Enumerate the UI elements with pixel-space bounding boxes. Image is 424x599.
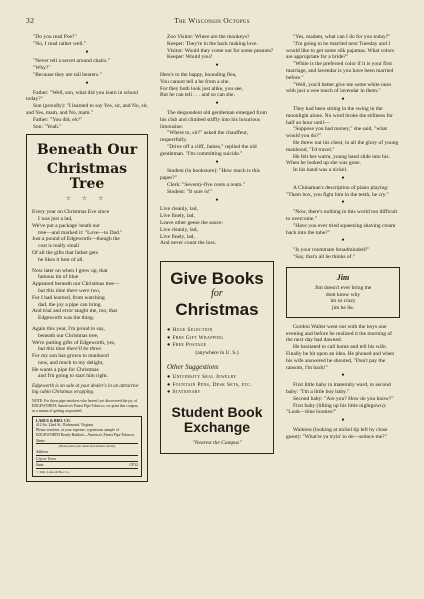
- joke-line: Keeper: They're in the back making love.: [167, 40, 258, 47]
- page-number: 32: [26, 16, 35, 25]
- poem-line: We've put a package 'neath our: [32, 222, 100, 229]
- joke-line: "Never tell a secret around chairs.": [33, 58, 110, 65]
- ad-headline-christmas: Christmas: [175, 300, 259, 320]
- joke-line: Son: "Yeah.": [33, 123, 62, 130]
- joke-line: He felt her warm, young hand slide into his. When he looked up she was gone.: [286, 153, 390, 167]
- jim-box: [286, 267, 400, 318]
- joke-line: "Suppose you had money," she said, "what would you do?": [286, 126, 388, 140]
- joke-line: Clerk: "Seventy-five cents a ream.": [167, 181, 245, 188]
- coupon-company: LARUS & BRO. CO.: [36, 418, 71, 423]
- poem-line: but this time there'll be three.: [38, 346, 103, 353]
- joke-line: Zoo Visitor: Where are the monkeys?: [167, 34, 250, 40]
- verse-line: But he can tell . . . and so can she.: [160, 92, 235, 99]
- poem-stanza: [32, 268, 142, 322]
- other-suggestions-title: Other Suggestions: [167, 363, 219, 372]
- joke-line: "Do you read Poe?": [33, 34, 77, 40]
- poem-line: Of all the gifts that father gets: [32, 249, 98, 256]
- separator-dot: ●: [341, 238, 345, 244]
- jim-line: im so crazy: [330, 298, 356, 305]
- poem-line: For my son has grown to manhood: [32, 353, 109, 360]
- poem-line: he likes it best of all.: [38, 256, 84, 263]
- column-middle: [160, 34, 274, 454]
- joke-line: "Yes, madam, what can I do for you today?": [293, 34, 391, 40]
- city-field[interactable]: City or Town: [36, 457, 138, 463]
- poem-line: And trial and error taught me, too, that: [32, 308, 118, 315]
- joke-line: The despondent old gentleman emerged from his club and climbed stiffly into his luxurious limousine.: [160, 109, 267, 130]
- postage-note: (anywhere in U. S.): [195, 349, 239, 356]
- ad-headline: Give Books: [170, 269, 264, 289]
- poem-line: He wants a pipe for Christmas: [32, 366, 99, 373]
- verse-line: Live finely, lad,: [160, 233, 195, 240]
- name-field[interactable]: Name: [36, 439, 138, 445]
- poem-line: but this time there were two,: [38, 287, 101, 294]
- poem-line: Appeared beneath our Christmas tree—: [32, 281, 120, 288]
- bookstore-ad: [160, 261, 274, 454]
- verse-line: Live cleanly, lad,: [160, 206, 198, 213]
- poem-line: Just a pound of Edgeworth—though the: [32, 236, 120, 243]
- store-name-line2: Exchange: [183, 418, 251, 435]
- store-slogan: "Nearest the Campus": [192, 439, 242, 446]
- joke-line: Visitor: Would they come out for some peanuts?: [167, 47, 274, 54]
- joke-line: Son (proudly): "I learned to say Yes, sir, and No, sir, and Yes, mam, and No, mam.": [26, 103, 149, 116]
- coupon-code: CP12: [129, 463, 138, 468]
- joke-line: "I'm going to be married next Tuesday and I would like to get some silk pajamas. What colors are appropriate for a bride?": [286, 40, 395, 61]
- verse-line: You cannot tell a he from a she.: [160, 78, 230, 85]
- joke-line: They had been sitting in the swing in the moonlight alone. No word broke the stillness for half an hour until—: [286, 105, 393, 126]
- poem-line: and I'm going to start him right.: [38, 373, 108, 380]
- verse-line: And never count the loss.: [160, 240, 217, 247]
- separator-dot: ●: [341, 200, 345, 206]
- joke-line: "Drive off a cliff, James," replied the old gentleman. "I'm committing suicide.": [160, 143, 257, 157]
- separator-dot: ●: [215, 159, 219, 165]
- ad-feature: ● Free Gift Wrapping: [167, 334, 224, 341]
- poem-line: For I had learned, from watching: [32, 294, 105, 301]
- ad-title-line2: Christmas Tree: [46, 161, 128, 193]
- joke-line: "Have you ever tried squeezing shaving cream back into the tube?": [286, 222, 396, 236]
- poem-line: famous tin of blue: [38, 274, 79, 281]
- jokes-top: [26, 34, 148, 130]
- column-right: [286, 34, 400, 441]
- edgeworth-ad: [26, 134, 148, 482]
- joke-line: Father: "You did, eh?": [33, 116, 83, 123]
- separator-dot: ●: [85, 80, 89, 86]
- joke-line: "Say, that's all he thinks of.": [293, 253, 356, 260]
- verse-line: Live finely, lad,: [160, 213, 195, 220]
- joke-line: "Is your roommate broadminded?": [293, 247, 370, 254]
- joke-line: He hesitated to call home and tell his wife. Finally he hit upon an idea. He phoned and when his wife answered he shouted, "Don't pay the ransom, I'm back!": [286, 344, 395, 371]
- jim-line: dont know why: [325, 291, 361, 298]
- poem-line: I was just a lad,: [38, 215, 73, 222]
- ad-headline-for: for: [211, 288, 223, 300]
- ad-feature: ● Free Postage: [167, 342, 207, 349]
- state-field[interactable]: State CP12: [36, 463, 138, 468]
- poem-line: We're putting gifts of Edgeworth, yes,: [32, 339, 116, 346]
- poem-line: Every year on Christmas Eve since: [32, 209, 110, 216]
- coupon: [32, 416, 142, 478]
- suggestion: ● Stationary: [167, 389, 201, 396]
- suggestion: ● University Seal Jewelry: [167, 374, 237, 381]
- store-name-line1: Student Book: [171, 403, 263, 420]
- verse-line: Leave other geese the sauce:: [160, 219, 223, 226]
- joke-line: Second baby: "Are you? How do you know?": [293, 395, 394, 402]
- poem-line: Edgeworth was the thing.: [38, 315, 95, 322]
- address-field[interactable]: Address: [36, 450, 138, 456]
- joke-line: Waitress (looking at nickel tip left by close guest): "What're ya tryin' to do—seduce me?": [286, 427, 388, 440]
- stars-ornament: ☆ ☆ ☆: [65, 196, 109, 203]
- poem-stanza: [32, 209, 142, 263]
- joke-line: In his hand was a nickel.: [293, 167, 348, 174]
- ad-feature: ● Huge Selection: [167, 327, 213, 334]
- poem-line: dad, the joy a pipe can bring.: [38, 301, 102, 308]
- coupon-copyright: © 1941, Larus & Bro. Co.: [36, 469, 70, 474]
- ad-title-line1: Beneath Our: [36, 142, 138, 159]
- joke-line: "Because they are tail bearers.": [33, 71, 102, 78]
- joke-line: "Now, there's nothing in this world too difficult to overcome.": [286, 209, 398, 222]
- poem-line: Now later on when I grew up, that: [32, 267, 108, 274]
- joke-line: "Why?": [33, 65, 51, 72]
- joke-line: "Where to, sir?" asked the chauffeur, respectfully.: [160, 130, 248, 144]
- joke-line: "No, I read rather well.": [33, 40, 87, 47]
- poem-stanza: [32, 326, 142, 380]
- coupon-address: 412 So. 22nd St., Richmond, Virginia: [36, 423, 94, 428]
- poem-line: tree—and marked it: "Love—to Dad.": [38, 229, 123, 236]
- poem-line: beneath our Christmas tree,: [38, 332, 99, 339]
- joke-line: A Chinaman's description of piano playing: "Them box, you fight him in the teeth, he cry.": [286, 184, 389, 198]
- joke-line: "Well, you'd better give me some white ones with just a wee touch of lavendar in them.": [286, 81, 392, 95]
- joke-line: Student: "It sure is!": [167, 188, 212, 195]
- separator-dot: ●: [215, 197, 219, 203]
- joke-line: "White is the preferred color if it is your first marriage, and lavendar is you have been married before.": [286, 61, 394, 81]
- separator-dot: ●: [85, 49, 89, 55]
- ad-note: NOTE: For those pipe smokers who haven't yet discovered the joy of EDGEWORTH, America's Finest Pipe Tobacco, we print this coupon, as a means of getting acquainted.: [32, 399, 139, 413]
- joke-line: He threw out his chest, in all the glory of young manhood, "I'd travel.": [286, 139, 399, 153]
- ad-tagline: Edgeworth is on sale at your dealer's in an attractive big cabin Christmas wrapping.: [32, 384, 139, 396]
- separator-dot: ●: [215, 101, 219, 107]
- verse-line: For they both look just alike, you see,: [160, 85, 243, 92]
- poem-line: cost is really small: [38, 243, 80, 250]
- joke-line: Student (in bookstore): "How much is this paper?": [160, 168, 260, 182]
- verse-line: Here's to the happy, bounding flea,: [160, 71, 237, 78]
- column-left: [26, 34, 148, 486]
- joke-line: First baby (lifting up his little nightgown): "Look—blue booties!": [286, 402, 387, 416]
- separator-dot: ●: [341, 175, 345, 181]
- jim-line: Jim doesn't ever bring me: [314, 284, 372, 291]
- ad-poem: [32, 209, 142, 380]
- coupon-body: Please send me, at your expense, a generous sample of EDGEWORTH Ready-Rubbed—America's Finest Pipe Tobacco.: [36, 428, 136, 438]
- suggestion: ● Fountain Pens, Desk Sets, etc.: [167, 381, 252, 388]
- jim-title: Jim: [336, 272, 350, 282]
- joke-line: Keeper: Would you?: [167, 54, 213, 61]
- separator-dot: ●: [215, 63, 219, 69]
- separator-dot: ●: [341, 97, 345, 103]
- page-header: [26, 16, 398, 28]
- joke-line: Gordon Walter went out with the boys one evening and before he realized it the morning of the next day had dawned.: [286, 323, 392, 344]
- magazine-title: The Wisconsin Octopus: [174, 16, 250, 25]
- poem-line: Again this year, I'm proud to say,: [32, 325, 105, 332]
- joke-line: First little baby in maternity ward, to second baby: "I'm a little boy baby.": [286, 382, 391, 396]
- name-hint: (Please print your name and address clearly): [58, 444, 116, 449]
- jim-line: jim he lie.: [331, 305, 355, 312]
- verse-line: Live cleanly, lad,: [160, 226, 198, 233]
- separator-dot: ●: [341, 418, 345, 424]
- joke-line: Father: "Well, son, what did you learn in school today?": [26, 89, 139, 103]
- poem-line: now, and much to my delight,: [38, 359, 104, 366]
- separator-dot: ●: [341, 373, 345, 379]
